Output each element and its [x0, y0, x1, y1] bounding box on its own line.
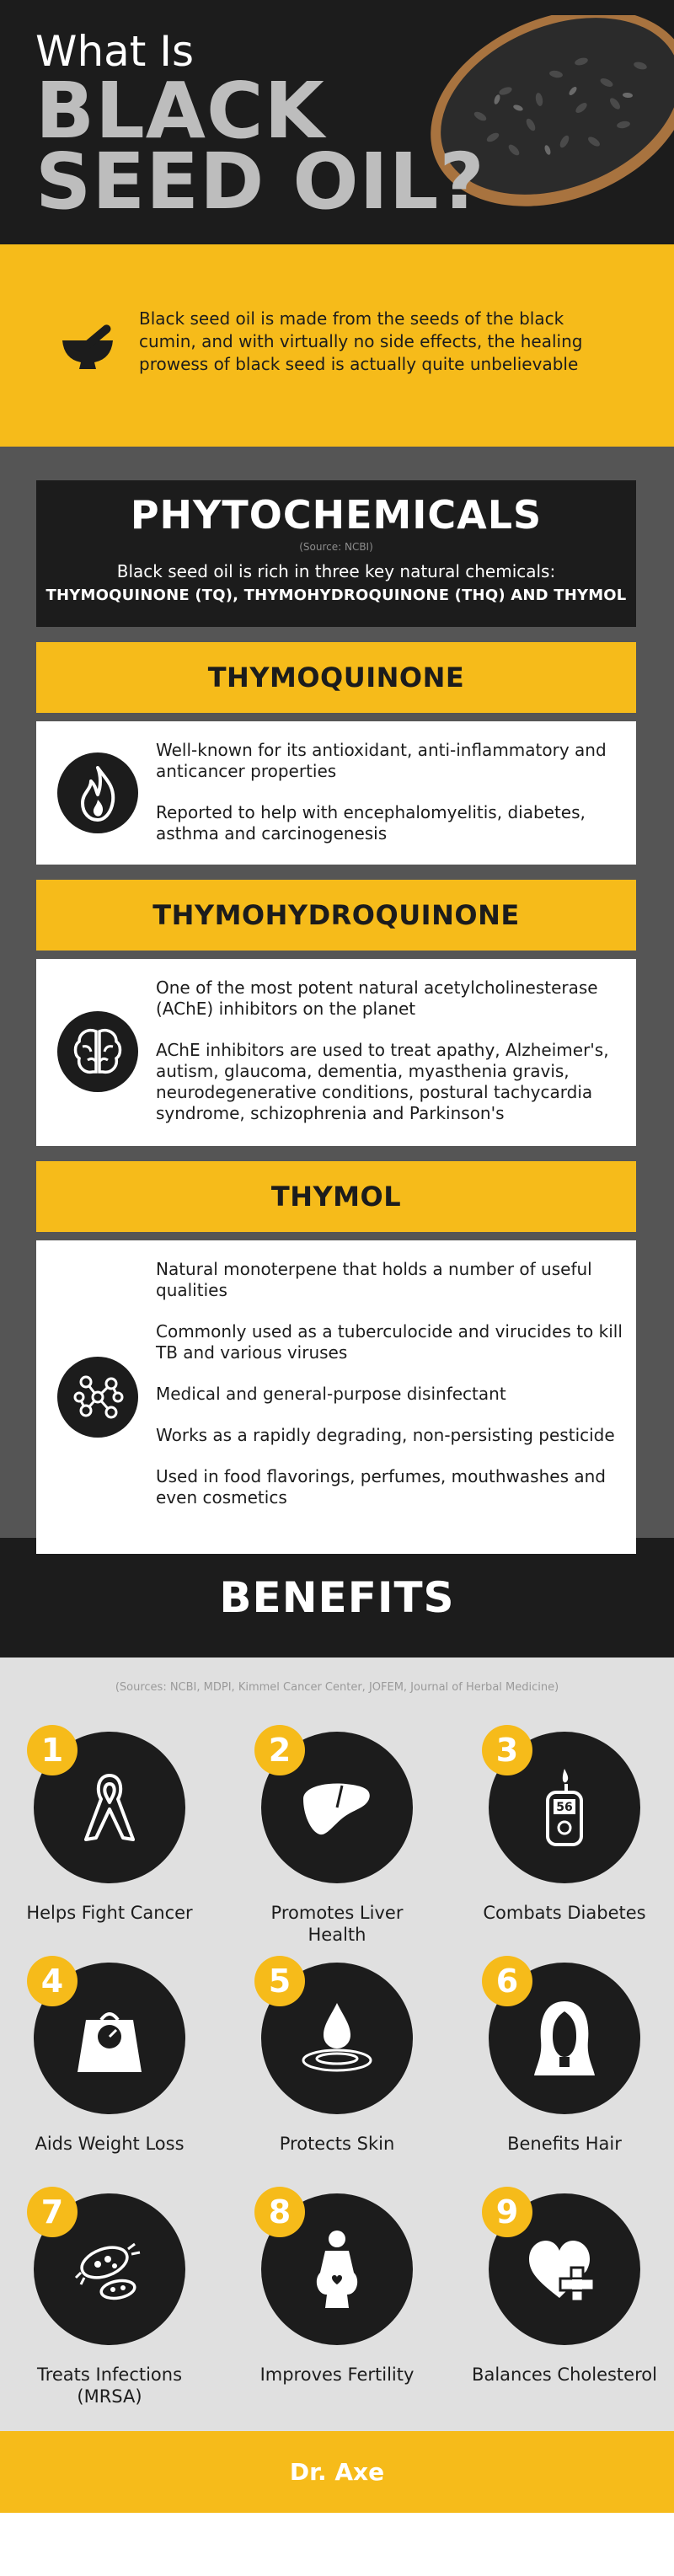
benefit-label: Promotes Liver Health: [270, 1903, 404, 1945]
phytochemicals-source: (Source: NCBI): [299, 541, 373, 553]
hair-icon: [522, 1996, 607, 2081]
molecule-icon: [57, 1357, 138, 1438]
chemical-point: Commonly used as a tuberculocide and virucides to kill TB and various viruses: [156, 1321, 623, 1363]
benefit-number: 2: [254, 1725, 305, 1775]
benefit-item: [13, 1732, 206, 1924]
chemical-point: Works as a rapidly degrading, non-persisting pesticide: [156, 1425, 615, 1445]
glucose-reading: 56: [556, 1801, 573, 1814]
phytochemicals-subtitle: Black seed oil is rich in three key natural chemicals:: [116, 561, 556, 581]
intro-section: [0, 244, 674, 447]
chemical-card-thymohydroquinone: [36, 959, 636, 1146]
flame-icon: [57, 752, 138, 833]
phytochemicals-title: PHYTOCHEMICALS: [130, 492, 543, 538]
benefit-item: [468, 1963, 661, 2155]
title-line-3: SEED OIL?: [35, 137, 485, 227]
glucose-meter-icon: [522, 1765, 607, 1850]
chemical-point: Natural monoterpene that holds a number of useful qualities: [156, 1259, 592, 1300]
water-drop-icon: [295, 1996, 379, 2081]
benefit-number: 9: [482, 2187, 532, 2237]
scale-icon: [67, 1996, 152, 2081]
ribbon-icon: [67, 1765, 152, 1850]
pregnant-woman-icon: [295, 2227, 379, 2311]
benefits-section: [0, 1658, 674, 2431]
benefit-label: Balances Cholesterol: [472, 2364, 657, 2385]
mortar-pestle-icon: [59, 322, 126, 372]
benefit-number: 6: [482, 1956, 532, 2006]
phytochemicals-header: [36, 480, 636, 627]
benefit-number: 4: [27, 1956, 78, 2006]
benefit-number: 1: [27, 1725, 78, 1775]
benefits-title: BENEFITS: [0, 1538, 674, 1658]
benefit-number: 7: [27, 2187, 78, 2237]
benefit-item: [468, 2193, 661, 2386]
benefit-label: Improves Fertility: [259, 2364, 415, 2385]
benefit-label: Treats Infections (MRSA): [36, 2364, 183, 2407]
page-title: [35, 27, 485, 227]
bacteria-icon: [67, 2227, 152, 2311]
chemical-point: Used in food flavorings, perfumes, mouthwashes and even cosmetics: [156, 1466, 606, 1508]
benefit-label: Combats Diabetes: [483, 1903, 646, 1923]
chemical-title-thymoquinone: THYMOQUINONE: [36, 642, 636, 713]
phytochemicals-names: THYMOQUINONE (TQ), THYMOHYDROQUINONE (THQ) AND THYMOL: [45, 586, 627, 604]
chemical-point: Reported to help with encephalomyelitis, diabetes, asthma and carcinogenesis: [156, 802, 586, 843]
benefits-sources: (Sources: NCBI, MDPI, Kimmel Cancer Center, JOFEM, Journal of Herbal Medicine): [115, 1681, 559, 1694]
benefit-item: [240, 2193, 434, 2386]
chemical-card-thymoquinone: [36, 721, 636, 865]
liver-icon: [295, 1765, 379, 1850]
phytochemicals-section: [0, 447, 674, 1538]
chemical-points-thymoquinone: [156, 740, 623, 865]
chemical-point: Medical and general-purpose disinfectant: [156, 1384, 506, 1404]
benefit-label: Helps Fight Cancer: [26, 1903, 193, 1923]
benefit-label: Protects Skin: [279, 2134, 395, 2154]
benefit-label: Benefits Hair: [507, 2134, 622, 2154]
brain-icon: [57, 1011, 138, 1092]
chemical-point: Well-known for its antioxidant, anti-inflammatory and anticancer properties: [156, 740, 607, 781]
benefit-number: 5: [254, 1956, 305, 2006]
chemical-point: AChE inhibitors are used to treat apathy, Alzheimer's, autism, glaucoma, dementia, myasthenia gravis, neurodegenerative conditions, postural tachycardia syndrome, schizophrenia and Parkinson's: [156, 1040, 609, 1123]
chemical-points-thymohydroquinone: [156, 977, 623, 1144]
benefit-number: 8: [254, 2187, 305, 2237]
footer-brand: Dr. Axe: [0, 2431, 674, 2513]
benefit-item: [468, 1732, 661, 1924]
benefit-item: [13, 1963, 206, 2155]
benefit-label: Aids Weight Loss: [35, 2134, 185, 2154]
benefit-item: [240, 1963, 434, 2155]
title-line-2: BLACK: [35, 66, 325, 156]
heart-plus-icon: [522, 2227, 607, 2311]
intro-text: Black seed oil is made from the seeds of the black cumin, and with virtually no side effects, the healing prowess of black seed is actually quite unbelievable: [139, 308, 583, 374]
chemical-title-thymol: THYMOL: [36, 1161, 636, 1232]
benefit-number: 3: [482, 1725, 532, 1775]
benefit-item: [13, 2193, 206, 2407]
hero-banner: [0, 0, 674, 244]
chemical-point: One of the most potent natural acetylcholinesterase (AChE) inhibitors on the planet: [156, 977, 598, 1019]
chemical-title-thymohydroquinone: THYMOHYDROQUINONE: [36, 880, 636, 951]
chemical-points-thymol: [156, 1259, 623, 1529]
benefit-item: [240, 1732, 434, 1946]
chemical-card-thymol: [36, 1240, 636, 1554]
title-line-1: What Is: [35, 27, 195, 76]
